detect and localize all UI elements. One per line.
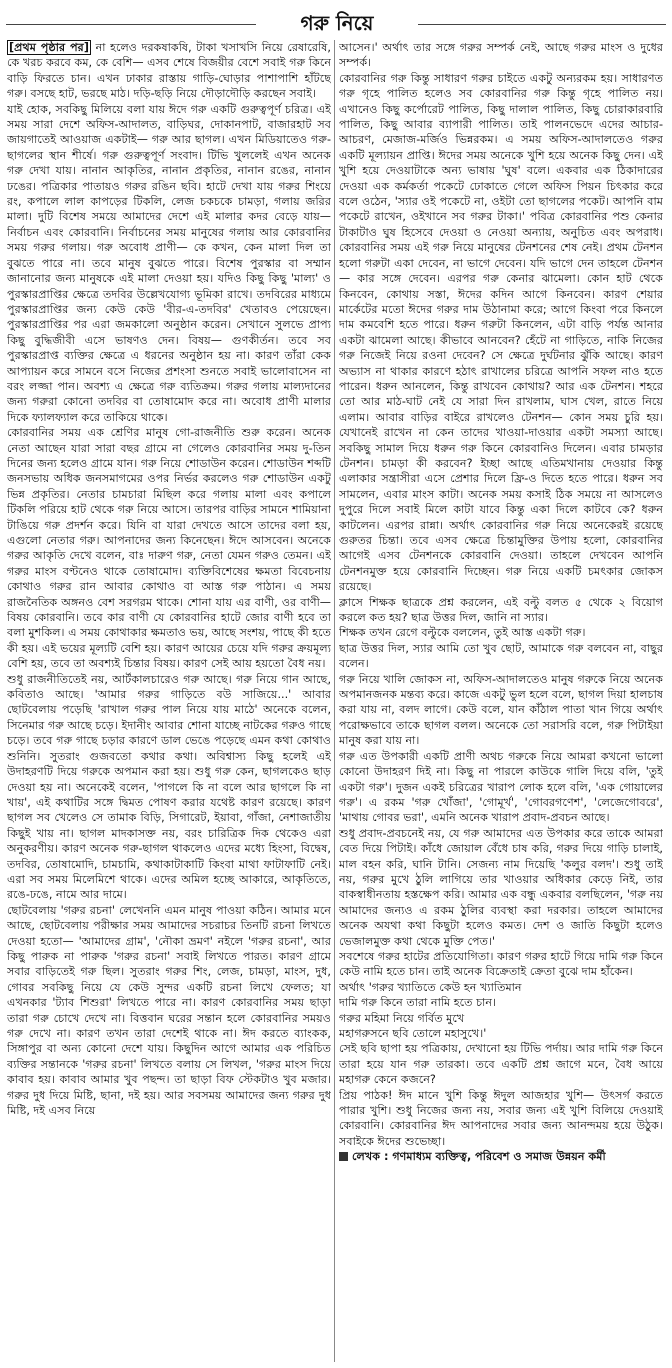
article-paragraph: ছাত্র উত্তর দিল, স্যার আমি তো খুব ছোট, আমাকে গরু বলবেন না, বাছুর বলেন। <box>339 641 663 671</box>
article-paragraph: সবশেষে গরুর হাটের প্রতিযোগিতা। কারণ গরুর হাটে গিয়ে দামি গরু কিনে কেউ নামি হতে চান। তাই অনেক বিক্রেতাই ক্রেতা বুঝে দাম হাঁকেন। <box>339 949 663 979</box>
author-byline: লেখক : গণমাধ্যম ব্যক্তিত্ব, পরিবেশ ও সমাজ উন্নয়ন কর্মী <box>339 1149 663 1164</box>
article-paragraph: কোরবানির গরু কিন্তু সাধারণ গরুর চাইতে একটু অন্যরকম হয়। সাধারণত গরু গৃহে পালিত হলেও সব কোরবানির গরু কিন্তু গৃহে পালিত নয়। এখানেও কিছু কর্পোরেট পালিত, কিছু দালাল পালিত, কিছু চোরাকারবারি পালিত, কিছু আবার ব্যাপারী পালিত। তাই পালনভেদে এদের আচার-আচরণ, মেজাজ-মর্জিও ভিন্নরকম। এ সময় অফিস-আদালতেও গরুর একটি মূল্যায়ন প্রাপ্তি। ঈদের সময় অনেকে খুশি হয়ে অনেক কিছু দেন। এই খুশি হয়ে দেওয়াটাকে অন্য ভাষায় 'ঘুষ' বলে। একবার এক ঠিকাদারের দেওয়া এক কর্মকর্তা পকেটে ঢোকাতে গেলে অফিস পিয়ন চিৎকার করে বলে ওঠেন, 'স্যার ওই পকেটে না, ওইটা তো ছাগলের পকেট। আপনি বাম পকেটে রাখেন, ওইখানে সব গরুর টাকা।' পবিত্র কোরবানির পশু কেনার টাকাটাও ঘুষ হিসেবে দেওয়া ও নেওয়া অন্যায়, অনুচিত এবং অপরাধ। কোরবানির সময় এই গরু নিয়ে মানুষের টেনশনের শেষ নেই। প্রথম টেনশন হলো গরুটা একা দেবেন, না ভাগে দেবেন। যদি ভাগে দেন তাহলে টেনশন— কার সঙ্গে দেবেন। এরপর গরু কেনার ঝামেলা। কোন হাট থেকে কিনবেন, কোথায় সস্তা, ঈদের কদিন আগে কিনবেন। কারণ শেয়ার মার্কেটের মতো ঈদের গরুর দাম উঠানামা করে; আগে কিংবা পরে কিনলে দাম কমবেশি হতে পারে। ধরুন গরুটা কিনলেন, এটা বাড়ি পর্যন্ত আনার একটা ঝামেলা আছে। কীভাবে আনবেন? হেঁটে না গাড়িতে, নাকি নিজের গরু নিজেই নিয়ে রওনা দেবেন? সে ক্ষেত্রে দুর্ঘটনার ঝুঁকি আছে। কারণ অভ্যাস না থাকার কারণে হঠাৎ রাখালের চরিত্রে আপনি সফল নাও হতে পারেন। ধরুন আনলেন, কিন্তু রাখবেন কোথায়? আর এক টেনশন। শহরে তো আর মাঠ-ঘাট নেই যে সারা দিন রাখলাম, ঘাস খেল, রাতে নিয়ে এলাম। আবার বাড়ির বাইরে রাখলেও টেনশন— কোন সময় চুরি হয়। যেখানেই রাখেন না কেন তাদের খাওয়া-দাওয়ার একটা সমস্যা আছে। সবকিছু সামাল দিয়ে ধরুন গরু কিনে কোরবানিও দিলেন। এবার চামড়ার টেনশন। চামড়া কী করবেন? ইচ্ছা আছে এতিমখানায় দেওয়ার কিন্তু এলাকার সন্ত্রাসীরা এসে প্রেশার দিলে ফ্রি-ও দিতে হতে পারে। ধরুন সব সামলেন, এবার মাংস কাটা। অনেক সময় কসাই ঠিক সময়ে না আসলেও দুপুরে দিলে সবাই মিলে কাটা যাবে কিন্তু একা দিলে কাটবে কে? ধরুন কাটলেন। এরপর রান্না। অর্থাৎ কোরবানির গরু নিয়ে অনেকেরই রয়েছে গুরুতর চিন্তা। তবে এসব ক্ষেত্রে চিন্তামুক্তির উপায় হলো, কোরবানির আগেই এসব টেনশনকে কোরবানি দেওয়া। তাহলে দেখবেন আপনি টেনশনমুক্ত হয়ে কোরবানি দিচ্ছেন। গরু নিয়ে একটি চমৎকার জোকস রয়েছে। <box>339 71 663 594</box>
article-paragraph: গরু নিয়ে খালি জোকস না, অফিস-আদালতেও মানুষ গরুকে নিয়ে অনেক অপমানজনক মন্তব্য করে। কাজে একটু ভুল হলে বলে, ছাগল দিয়া হালচাষ করা যায় না, বলদ লাগে। কেউ বলে, যান কাঁঠাল পাতা খান গিয়ে অর্থাৎ পরোক্ষভাবে তাকে ছাগল বলল। অনেকে তো সরাসরি বলে, গরু পিটাইয়া মানুষ করা যায় না। <box>339 672 663 748</box>
article-paragraph: [প্রথম পৃষ্ঠার পর] না হলেও দরকষাকষি, টাকা খসাখসি নিয়ে রেষারেষি, কে খরচ করবে কম, কে বেশি— এসব শেষে বিজয়ীর বেশে সবাই গরু কিনে বাড়ি ফিরতে চান। এখন ঢাকার রাস্তায় গাড়ি-ঘোড়ার পাশাপাশি হাঁটছে গরু। বসছে হাট, ভরছে মাঠ। দড়ি-ছড়ি নিয়ে দৌড়াদৌড়ি করছেন সবাই। <box>7 41 331 101</box>
article-paragraph: শিক্ষক তখন রেগে বল্টুকে বললেন, তুই আস্ত একটা গরু। <box>339 626 586 640</box>
article-column-right <box>339 40 663 1362</box>
article-paragraph: শুধু রাজনীতিতেই নয়, আর্টকালচারেও গরু আছে। গরু নিয়ে গান আছে, কবিতাও আছে। 'আমার গরুর গাড়িতে বউ সাজিয়ে...' আবার ছোটবেলায় পড়েছি 'রাখাল গরুর পাল নিয়ে যায় মাঠে' অনেকে বলেন, সিনেমার গরু আছে চড়ে। ইদানীং আবার শোনা যাচ্ছে নাটকের গরুও গাছে চড়ে। তবে গরু গাছে চড়ার কারণে ডাল ভেঙে পড়েছে এমন কথা কোথাও শুনিনি। সুতরাং গুজবতো কথার কথা। অবিশ্বাস্য কিছু হলেই এই উদাহরণটি দিয়ে গরুকে অপমান করা হয়। শুধু গরু কেন, ছাগলকেও ছাড় দেওয়া হয় না। অনেকেই বলেন, 'পাগলে কি না বলে আর ছাগলে কি না খায়', এই কথাটির সঙ্গে দ্বিমত পোষণ করার যথেষ্ট কারণ রয়েছে। কারণ ছাগল সব খেলেও সে তামাক বিড়ি, সিগারেট, ইয়াবা, গাঁজা, নেশাজাতীয় কিছুই খায় না। ছাগল মাদকাসক্ত নয়, বরং চারিত্রিক দিক থেকেও এরা অনুকরণীয়। কারণ অনেক গরু-ছাগল থাকলেও এদের মধ্যে হিংসা, বিদ্বেষ, তদবির, তোষামোদি, চামচামি, কথাকাটাকাটি কিংবা মাথা ফাটাফাটি নেই। এরা সব সময় মিলেমিশে থাকে। এদের অমিল হচ্ছে আকারে, আকৃতিতে, রঙে-ঢঙে, নামে আর দামে। <box>7 672 331 902</box>
headline-rule-right <box>418 24 666 25</box>
article-paragraph: প্রিয় পাঠক! ঈদ মানে খুশি কিন্তু ঈদুল আজহার খুশি— উৎসর্গ করতে পারার খুশি। শুধু নিজের জন্য নয়, সবার জন্য এই খুশি বিলিয়ে দেওয়াই কোরবানি। কোরবানির ঈদ আপনাদের সবার জন্য আনন্দময় হয়ে উঠুক। সবাইকে ঈদের শুভেচ্ছা। <box>339 1088 663 1148</box>
article-paragraph: সেই ছবি ছাপা হয় পত্রিকায়, দেখানো হয় টিভি পর্দায়। আর দামি গরু কিনে তারা হয়ে যান গরু তারকা। তবে একটি প্রশ্ন জাগে মনে, বৈধ আয়ে মহাগরু কেনে কজনে? <box>339 1042 663 1087</box>
verse-line: অর্থাৎ 'গরুর খ্যাতিতে কেউ হন খ্যাতিমান <box>339 980 522 994</box>
article-column-left <box>7 40 331 1362</box>
previous-section-strip <box>0 0 672 8</box>
column-divider <box>334 40 335 1362</box>
verse-line: দামি গরু কিনে তারা নামি হতে চান। <box>339 996 497 1010</box>
verse-line: গরুর মহিমা নিয়ে গর্বিত মুখে <box>339 1011 465 1025</box>
article-paragraph: গরু এত উপকারী একটি প্রাণী অথচ গরুকে নিয়ে আমরা কখনো ভালো কোনো উদাহরণ দিই না। কিছু না পারলে কাউকে গালি দিয়ে বলি, 'তুই একটা গরু'। দুজন একই চরিত্রের খারাপ লোক হলে বলি, 'এক গোয়ালের গরু'। এ রকম 'গরু খোঁজা', 'গোমূর্খ', 'গোবরগণেশ', 'লেজেগোবরে', 'মাথায় গোবর ভরা', এমনি অনেক খারাপ প্রবাদ-প্রবচন আছে। <box>339 749 663 825</box>
article-paragraph: কোরবানির সময় এক শ্রেণির মানুষ গো-রাজনীতি শুরু করেন। অনেক নেতা আছেন যারা সারা বছর গ্রামে না গেলেও কোরবানির সময় দু-তিন দিনের জন্য হলেও গ্রামে যান। গরু নিয়ে শোডাউন করেন। শোডাউন শব্দটি জনসভায় অধিক জনসমাগমের ওপর নির্ভর করলেও গরু শোডাউন একটু ভিন্ন প্রকৃতির। নেতার চামচারা মিছিল করে গলায় মালা এবং কপালে টিকলি পরিয়ে হাট থেকে গরু নিয়ে আসে। তারপর বাড়ির সামনে শামিয়ানা টাঙিয়ে গরু প্রদর্শন করে। যিনি বা যারা দেখতে আসে তাদের বলা হয়, এগুলো নেতার গরু। আপনাদের জন্য কিনেছেন। ঈদে আসবেন। অনেকে গরুর আকৃতি দেখে বলেন, বাঃ দারুণ গরু, নেতা যেমন গরুও তেমন। এই গরুর মাংস বণ্টনেও থাকে তোষামোদ। ব্যক্তিবিশেষের ক্ষমতা বিবেচনায় কোথাও গরুর রান আবার কোথাও বা আস্ত গরু পাঠান। এ সময় রাজনৈতিক অঙ্গনও বেশ সরগরম থাকে। শোনা যায় এর বাণী, ওর বাণী— বিষয় কোরবানি। তবে কার বাণী যে কোরবানির হাটে জোর বাণী হবে তা বলা মুশকিল। এ সময় কোথাকার ক্ষমতাও ভয়, আছে সংশয়, পাছে কী হতে কী হয়। এই ভয়ের মূল্যটি বেশি হয়। কারণ আয়ের চেয়ে যদি গরুর ক্রয়মূল্য বেশি হয়, তবে তা অবশ্যই চিন্তার বিষয়। কারণ সেই আয় হয়তো বৈধ নয়। <box>7 426 331 671</box>
article-paragraph: শুধু প্রবাদ-প্রবচনেই নয়, যে গরু আমাদের এত উপকার করে তাকে আমরা বেত দিয়ে পিটাই। কাঁধে জোয়াল বেঁধে চাষ করি, গরুর দিয়ে গাড়ি চালাই, মাল বহন করি, ঘানি টানি। সেজন্য নাম দিয়েছি 'কলুর বলদ'। শুধু তাই নয়, গরুর মুখে ঠুলি লাগিয়ে তার খাওয়ার অধিকার কেড়ে নিই, তার বাকস্বাধীনতায় হস্তক্ষেপ করি। আমার এক বন্ধু একবার বলছিলেন, 'গরু নয় আমাদের জন্যও এ রকম ঠুলির ব্যবস্থা করা দরকার। তাহলে আমাদের অনেক অযথা কথা কিছুটা হলেও কমত। দেশ ও জাতি কিছুটা হলেও ভেজালমুক্ত কথা থেকে মুক্তি পেত।' <box>339 826 663 948</box>
headline-rule-left <box>6 24 256 25</box>
square-bullet-icon <box>339 1152 348 1161</box>
article-paragraph: ছোটবেলায় 'গরুর রচনা' লেখেননি এমন মানুষ পাওয়া কঠিন। আমার মনে আছে, ছোটবেলায় পরীক্ষার সময় আমাদের সচরাচর তিনটি রচনা লিখতে দেওয়া হতো— 'আমাদের গ্রাম', 'নৌকা ভ্রমণ' নইলে 'গরুর রচনা', আর কিছু পারুক না পারুক 'গরুর রচনা' সবাই লিখতে পারত। কারণ গ্রামে সবার বাড়িতেই গরু ছিল। সুতরাং গরুর শিং, লেজ, চামড়া, মাংস, দুধ, গোবর সবকিছু নিয়ে যে কেউ সুন্দর একটি রচনা লিখে ফেলত; যা এখনকার 'ট্যাব শিশুরা' লিখতে পারে না। কারণ কোরবানির সময় ছাড়া তারা গরু চোখে দেখে না। বিত্তবান ঘরের সন্তান হলে কোরবানির সময়ও গরু দেখে না। কারণ তখন তারা দেশেই থাকে না। ঈদ করতে ব্যাংকক, সিঙ্গাপুর বা অন্য কোনো দেশে যায়। কিছুদিন আগে আমার এক পরিচিত ব্যক্তির সন্তানকে 'গরুর রচনা' লিখতে বলায় সে লিখল, 'গরুর মাংস দিয়ে কাবাব হয়। কাবাব আমার খুব পছন্দ। তা ছাড়া বিফ স্টেকটাও খুব মজার। গরুর দুধ দিয়ে মিষ্টি, ছানা, দই হয়। আর সবসময় আমাদের জন্য গরুর দুধ মিষ্টি, দই এসব নিয়ে <box>7 903 331 1118</box>
article-paragraph: ক্লাসে শিক্ষক ছাত্রকে প্রশ্ন করলেন, এই বল্টু বলত ৫ থেকে ২ বিয়োগ করলে কত হয়? ছাত্র উত্তর দিল, জানি না স্যার। <box>339 595 663 625</box>
continued-label: [প্রথম পৃষ্ঠার পর] <box>9 41 89 54</box>
page-title: গরু নিয়ে <box>300 11 374 35</box>
article-paragraph: আসেন।' অর্থাৎ তার সঙ্গে গরুর সম্পর্ক নেই, আছে গরুর মাংস ও দুধের সম্পর্ক। <box>339 41 663 70</box>
verse-line: মহাগরুসনে ছবি তোলে মহাসুখে।' <box>339 1027 487 1040</box>
article-paragraph: যাই হোক, সবকিছু মিলিয়ে বলা যায় ঈদে গরু একটি গুরুত্বপূর্ণ চরিত্র। এই সময় সারা দেশে অফিস-আদালত, বাড়িঘর, দোকানপাট, বাজারহাট সব জায়গাতেই আওয়াজ একটাই— গরু আর ছাগল। এখন মিডিয়াতেও গরু-ছাগলের স্থান শীর্ষে। গরু গুরুত্বপূর্ণ সংবাদ। টিভি খুললেই এখন অনেক গরু দেখা যায়। নানান আকৃতির, নানান প্রকৃতির, নানান রঙের, নানান ঢঙের। পত্রিকার পাতায়ও গরুর রঙিন ছবি। হাটে দেখা যায় গরুর শিংয়ে রং, কপালে লাল কাপড়ের টিকলি, লেজ চকচকে চামড়া, গলায় জরির মালা। দুটি বিশেষ সময়ে আমাদের দেশে এই মালার কদর বেড়ে যায়— নির্বাচন এবং কোরবানি। নির্বাচনের সময় মানুষের গলায় আর কোরবানির সময় গরুর গলায়। গরু অবোধ প্রাণী— কে কখন, কেন মালা দিল তা বুঝতে পারে না। তবে মানুষ বুঝতে পারে। বিশেষ পুরস্কার বা সম্মান জানানোর জন্য মানুষকে এই মালা দেওয়া হয়। যদিও কিছু কিছু 'মাল্য' ও পুরস্কারপ্রাপ্তির ক্ষেত্রে তদবির উল্লেখযোগ্য ভূমিকা রাখে। তদবিরের মাধ্যমে পুরস্কারপ্রাপ্তির জন্য কেউ কেউ 'বীর-এ-তদবির' খেতাবও পেয়েছেন। পুরস্কারপ্রাপ্তির পর এরা জমকালো অনুষ্ঠান করেন। সেখানে সুলভে প্রাপ্য কিছু বুদ্ধিজীবী এসে ভাষণও দেন। বিষয়— গুণকীর্তন। তবে সব পুরস্কারপ্রাপ্ত ব্যক্তির ক্ষেত্রে এ ধরনের অনুষ্ঠান হয় না। কারণ তাঁরা কেক আপ্যায়ন করে সামনে বসে নিজের প্রশংসা শুনতে সবাই ভালোবাসেন না বরং লজ্জা পান। অবশ্য এ ক্ষেত্রে গরু ব্যতিক্রম। গরুর গলায় মাল্যদানের জন্য গরুরা কোনো তদবির বা তোষামোদ করে না। অবোধ প্রাণী মালার দিকে ফ্যালফ্যাল করে তাকিয়ে থাকে। <box>7 102 331 424</box>
headline-bar <box>0 10 672 36</box>
verse-block <box>339 980 663 1042</box>
